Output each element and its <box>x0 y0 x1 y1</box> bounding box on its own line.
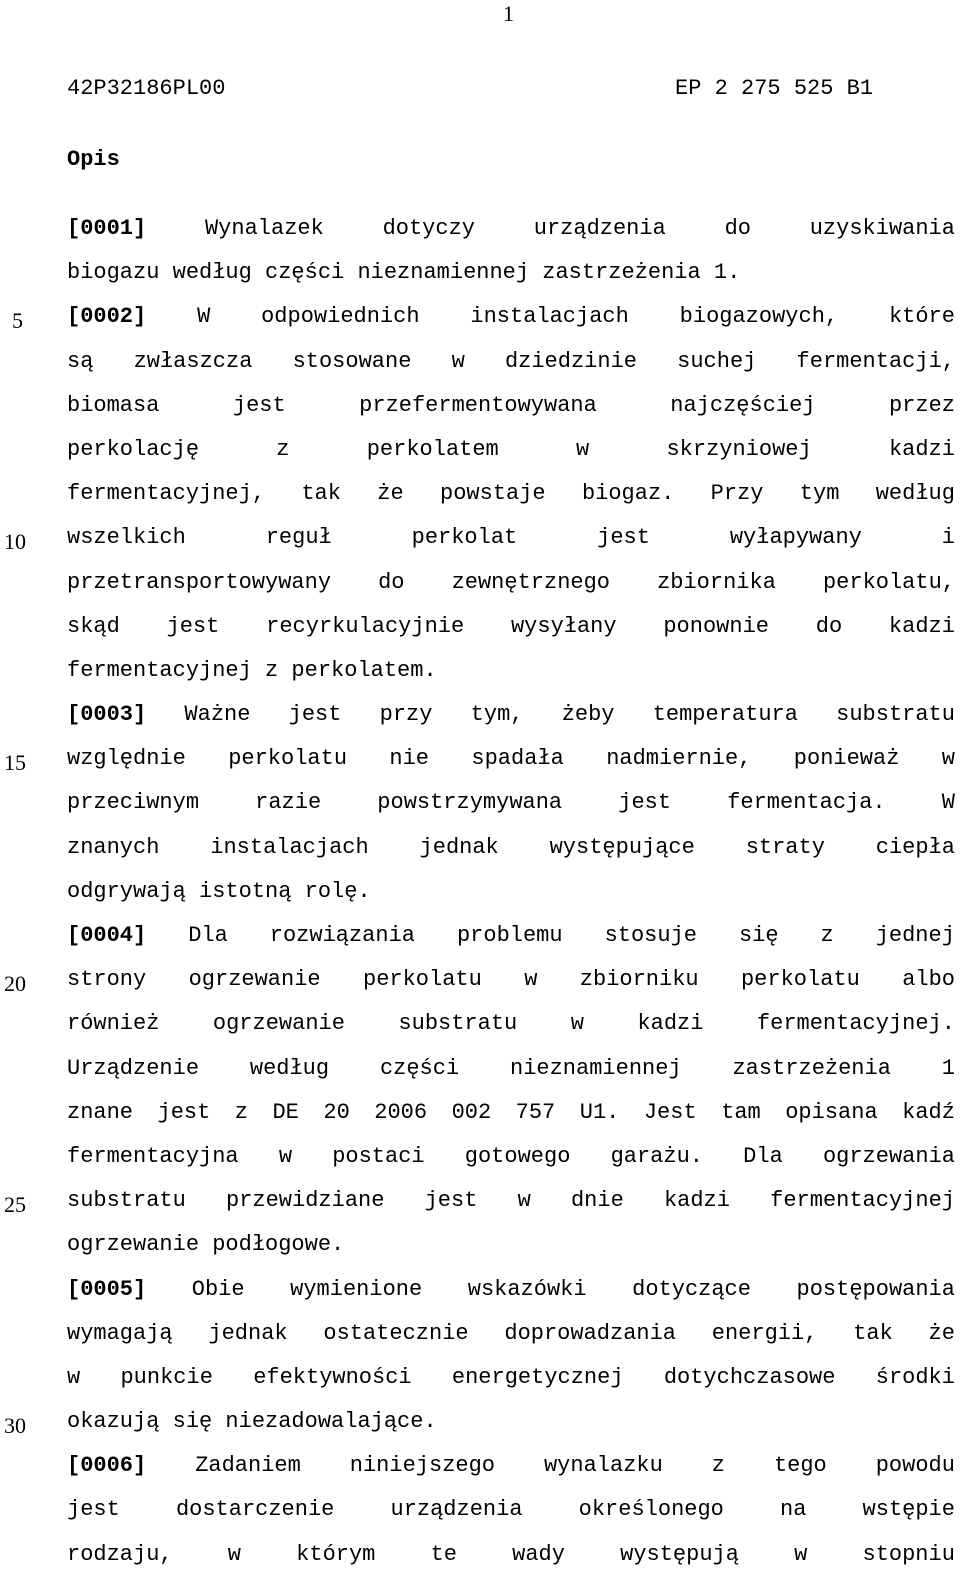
word: zbiorniku <box>579 967 699 993</box>
word: gotowego <box>464 1143 571 1169</box>
word: perkolatem <box>366 436 499 462</box>
text-line <box>67 1275 955 1319</box>
margin-line-number: 25 <box>4 1192 26 1218</box>
word: występują <box>620 1541 739 1567</box>
word: perkolatu <box>363 967 482 993</box>
word: razie <box>255 790 322 816</box>
text-line <box>67 568 955 612</box>
word: wynalazku <box>543 1453 663 1479</box>
word: skąd <box>67 613 120 639</box>
word: urządzenia <box>533 216 666 241</box>
word: ponownie <box>663 613 769 639</box>
margin-line-number: 30 <box>4 1413 26 1439</box>
word: instalacjach <box>470 304 629 330</box>
paragraph-number: [0002] <box>67 304 147 330</box>
word: że <box>377 481 404 507</box>
word: spadała <box>471 746 564 772</box>
word: w <box>67 1364 81 1390</box>
word: ogrzewanie <box>212 1011 345 1037</box>
word: do <box>378 569 405 595</box>
word: biogaz. <box>581 481 675 507</box>
text-line <box>67 877 955 921</box>
word: fermentacyjnej. <box>756 1011 955 1037</box>
word: odpowiednich <box>261 304 420 330</box>
word: tego <box>773 1453 827 1479</box>
word: energetycznej <box>451 1364 624 1390</box>
word: znanych <box>67 834 160 860</box>
word: efektywności <box>253 1364 412 1390</box>
text-line <box>67 391 955 435</box>
word: problemu <box>456 923 563 948</box>
word: perkolatu <box>228 746 348 772</box>
word: te <box>430 1541 457 1567</box>
word: że <box>928 1320 955 1346</box>
word: części <box>379 1055 460 1081</box>
word: na <box>780 1497 807 1523</box>
word: z <box>276 436 290 462</box>
word: według <box>875 481 955 507</box>
word: przeciwnym <box>67 790 200 816</box>
word: względnie <box>67 746 186 772</box>
word: środki <box>875 1364 955 1390</box>
word: urządzenia <box>390 1497 523 1523</box>
word: temperatura <box>652 702 798 728</box>
word: przez <box>888 392 955 418</box>
word: albo <box>902 967 955 993</box>
text-line <box>67 612 955 656</box>
description-body <box>67 214 955 1584</box>
word: recyrkulacyjnie <box>266 613 465 639</box>
word: powstrzymywana <box>377 790 563 816</box>
word: dnie <box>570 1188 624 1214</box>
section-title: Opis <box>67 147 120 172</box>
word: perkolatu, <box>822 569 955 595</box>
text-line <box>67 1363 955 1407</box>
text-line <box>67 435 955 479</box>
word: Jest <box>643 1099 697 1125</box>
word: i <box>941 525 955 551</box>
margin-line-number: 5 <box>12 308 23 334</box>
word: 002 <box>451 1099 492 1125</box>
word: fermentacyjnej, <box>67 481 266 507</box>
text-line <box>67 258 955 302</box>
word: najczęściej <box>670 392 816 418</box>
word: w <box>524 967 538 993</box>
word: tym <box>799 481 840 507</box>
word: w <box>517 1188 531 1214</box>
word: biogazowych, <box>679 304 839 330</box>
word: z <box>711 1453 725 1479</box>
word: ponieważ <box>793 746 900 772</box>
word: Ważne <box>184 702 251 728</box>
word: do <box>724 216 751 241</box>
word: dotychczasowe <box>663 1364 836 1390</box>
word: jest <box>288 702 342 728</box>
word: powstaje <box>440 481 546 507</box>
word: fermentacyjnej z perkolatem. <box>67 657 437 683</box>
word: Przy <box>710 481 764 507</box>
word: U1. <box>579 1099 620 1125</box>
word: fermentacyjna <box>67 1143 239 1169</box>
word: jest <box>67 1497 120 1523</box>
text-line <box>67 302 955 346</box>
word: doprowadzania <box>504 1320 677 1346</box>
word: w <box>794 1541 808 1567</box>
word: tam <box>721 1099 761 1125</box>
word: jednak <box>208 1320 288 1346</box>
word: którym <box>296 1541 376 1567</box>
word: powodu <box>875 1453 955 1479</box>
word: jest <box>157 1099 211 1125</box>
word: jest <box>232 392 286 418</box>
text-line <box>67 1495 955 1539</box>
word: strony <box>67 967 147 993</box>
word: które <box>888 304 955 330</box>
word: również <box>67 1011 160 1037</box>
word: W <box>197 304 211 330</box>
word: 1 <box>941 1055 955 1081</box>
word: jest <box>618 790 672 816</box>
word: opisana <box>785 1099 878 1125</box>
word: uzyskiwania <box>809 216 955 241</box>
word: perkolatu <box>740 967 860 993</box>
text-line <box>67 479 955 523</box>
word: 20 <box>323 1099 350 1125</box>
word: wstępie <box>862 1497 955 1523</box>
word: fermentacja. <box>727 790 886 816</box>
word: wskazówki <box>467 1276 587 1302</box>
word: występujące <box>549 834 695 860</box>
page-number: 1 <box>503 1 514 26</box>
word: DE <box>272 1099 299 1125</box>
word: energii, <box>711 1320 818 1346</box>
word: skrzyniowej <box>666 436 812 462</box>
word: punkcie <box>120 1364 213 1390</box>
word: w <box>941 746 955 772</box>
word: suchej <box>677 348 757 374</box>
word: jednej <box>875 923 955 948</box>
word: fermentacyjnej <box>770 1188 955 1214</box>
word: tym, <box>470 702 524 728</box>
word: określonego <box>578 1497 724 1523</box>
word: kadzi <box>888 436 955 462</box>
word: rozwiązania <box>269 923 415 948</box>
text-line <box>67 214 955 258</box>
word: znane <box>67 1099 134 1125</box>
word: substratu <box>67 1188 186 1214</box>
word: Dla <box>743 1143 783 1169</box>
word: zewnętrznego <box>451 569 611 595</box>
text-line <box>67 700 955 744</box>
text-line <box>67 744 955 788</box>
word: według <box>249 1055 330 1081</box>
word: biogazu według części nieznamiennej zastrzeżenia 1. <box>67 260 741 286</box>
word: substratu <box>398 1011 518 1037</box>
word: perkolację <box>67 436 200 462</box>
word: żeby <box>561 702 615 728</box>
word: postępowania <box>796 1276 955 1302</box>
word: wymienione <box>290 1276 423 1302</box>
margin-line-number: 15 <box>4 750 26 776</box>
word: wymagają <box>67 1320 173 1346</box>
word: 757 <box>515 1099 556 1125</box>
text-line <box>67 1098 955 1142</box>
word: z <box>234 1099 248 1125</box>
text-line <box>67 1054 955 1098</box>
word: stosuje <box>604 923 697 948</box>
word: w <box>278 1143 293 1169</box>
text-line <box>67 1009 955 1053</box>
word: garażu. <box>610 1143 703 1169</box>
text-line <box>67 1407 955 1451</box>
word: kadzi <box>637 1011 704 1037</box>
word: perkolat <box>411 525 518 551</box>
word: ogrzewanie <box>188 967 321 993</box>
word: w <box>227 1541 241 1567</box>
document-id: 42P32186PL00 <box>67 76 226 101</box>
word: wysyłany <box>510 613 617 639</box>
paragraph-number: [0006] <box>67 1453 147 1479</box>
word: postaci <box>332 1143 425 1169</box>
word: reguł <box>265 525 332 551</box>
word: rodzaju, <box>67 1541 173 1567</box>
word: jest <box>166 613 220 639</box>
text-line <box>67 347 955 391</box>
word: straty <box>745 834 825 860</box>
word: wszelkich <box>67 525 186 551</box>
word: tak <box>301 481 341 507</box>
patent-number: EP 2 275 525 B1 <box>675 76 874 101</box>
word: ogrzewania <box>822 1143 955 1169</box>
word: Dla <box>188 923 228 948</box>
margin-line-number: 10 <box>4 529 26 555</box>
word: stosowane <box>292 348 412 374</box>
word: Urządzenie <box>67 1055 200 1081</box>
word: w <box>451 348 465 374</box>
word: dotyczy <box>382 216 475 241</box>
word: Wynalazek <box>204 216 324 241</box>
word: zbiornika <box>657 569 776 595</box>
word: przy <box>379 702 433 728</box>
word: stopniu <box>862 1541 955 1567</box>
text-line <box>67 1142 955 1186</box>
word: z <box>820 923 834 948</box>
word: zastrzeżenia <box>732 1055 891 1081</box>
word: tak <box>853 1320 893 1346</box>
word: ogrzewanie podłogowe. <box>67 1232 345 1258</box>
word: odgrywają istotną rolę. <box>67 878 371 904</box>
word: nadmiernie, <box>606 746 752 772</box>
text-line <box>67 833 955 877</box>
text-line <box>67 965 955 1009</box>
word: W <box>941 790 955 816</box>
word: kadzi <box>888 613 955 639</box>
paragraph-number: [0001] <box>67 216 147 241</box>
word: dotyczące <box>632 1276 751 1302</box>
word: fermentacji, <box>796 348 955 374</box>
text-line <box>67 788 955 832</box>
text-line <box>67 921 955 965</box>
word: są <box>67 348 94 374</box>
word: ostatecznie <box>323 1320 469 1346</box>
text-line <box>67 1186 955 1230</box>
word: instalacjach <box>210 834 369 860</box>
word: nie <box>389 746 430 772</box>
word: w <box>570 1011 584 1037</box>
word: niniejszego <box>349 1453 496 1479</box>
word: jest <box>597 525 650 551</box>
word: ciepła <box>875 834 955 860</box>
word: wyłapywany <box>729 525 862 551</box>
word: wady <box>512 1541 565 1567</box>
word: przefermentowywana <box>359 392 597 418</box>
word: zwłaszcza <box>133 348 253 374</box>
text-line <box>67 1230 955 1274</box>
word: kadź <box>902 1099 955 1125</box>
word: 2006 <box>374 1099 428 1125</box>
text-line <box>67 1319 955 1363</box>
word: jednak <box>419 834 499 860</box>
word: Obie <box>191 1276 245 1302</box>
word: w <box>576 436 590 462</box>
word: kadzi <box>663 1188 730 1214</box>
word: dostarczenie <box>175 1497 335 1523</box>
word: Zadaniem <box>195 1453 301 1479</box>
paragraph-number: [0005] <box>67 1276 147 1302</box>
text-line <box>67 656 955 700</box>
text-line <box>67 523 955 567</box>
word: dziedzinie <box>504 348 637 374</box>
word: biomasa <box>67 392 160 418</box>
text-line <box>67 1540 955 1584</box>
word: okazują się niezadowalające. <box>67 1409 437 1435</box>
word: się <box>738 923 779 948</box>
text-line <box>67 1451 955 1495</box>
word: do <box>815 613 843 639</box>
word: nieznamiennej <box>510 1055 682 1081</box>
word: jest <box>424 1188 478 1214</box>
word: substratu <box>836 702 955 728</box>
word: przewidziane <box>226 1188 385 1214</box>
paragraph-number: [0003] <box>67 702 147 728</box>
paragraph-number: [0004] <box>67 923 147 948</box>
word: przetransportowywany <box>67 569 332 595</box>
margin-line-number: 20 <box>4 971 26 997</box>
